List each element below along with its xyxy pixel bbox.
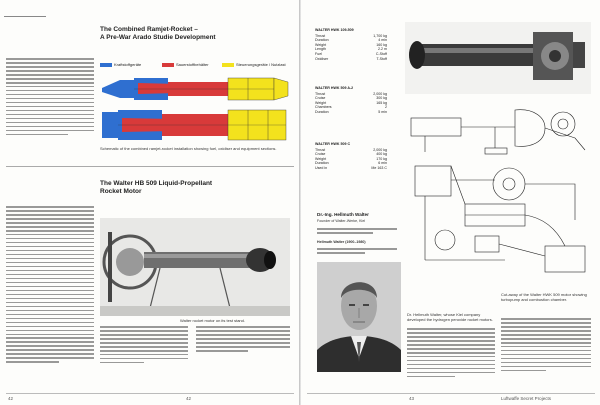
- folio-right-page: 43: [409, 396, 415, 401]
- left-page: [0, 0, 299, 405]
- article2-title: The Walter HB 509 Liquid-Propellant Rocket Motor: [100, 180, 213, 195]
- legend-item-1: Kraftstoffgeräte: [100, 62, 141, 67]
- footer-rule-left: [6, 393, 294, 394]
- footer-rule-right: [307, 393, 595, 394]
- right-text-col2: [501, 318, 591, 374]
- legend-blue-swatch: [100, 63, 112, 67]
- legend-red-swatch: [162, 63, 174, 67]
- upper-rocket: [102, 78, 288, 100]
- diagram-caption-right: Cut-away of the Walter HWK 509 motor showing turbopump and combustion chamber.: [501, 292, 587, 302]
- bio-text-2: [317, 248, 397, 256]
- diagram-caption: Schematic of the combined ramjet-rocket installation showing fuel, oxidiser and equipment sections.: [100, 146, 277, 151]
- bio-title: Dr.-Ing. Hellmuth Walter: [317, 212, 369, 217]
- walter-portrait: [317, 262, 401, 372]
- portrait-caption: Dr. Hellmuth Walter, whose Kiel company developed the hydrogen peroxide rocket motors.: [407, 312, 493, 322]
- technical-drawing-top: [405, 98, 591, 158]
- article2-text-col1: [6, 206, 94, 365]
- technical-drawing-main: [405, 160, 591, 284]
- ramjet-rocket-diagram: [98, 70, 294, 144]
- engine-photo: [405, 22, 591, 94]
- spec-table-3: WALTER HWK 509 C Thrust 2,000 kg Cruise 400 kg Weight 170 kg Duration 6 min Used in Me 163 C: [315, 142, 387, 170]
- lower-rocket: [102, 110, 286, 140]
- bio-text: [317, 228, 397, 236]
- photo-caption: Walter rocket motor on its test stand.: [180, 318, 245, 323]
- bio-name: Hellmuth Walter (1900–1980): [317, 240, 366, 244]
- spec-table-1: WALTER HWK 109-509 Thrust 1,700 kg Duration 4 min Weight 160 kg Length 2.2 m Fuel C-Stoff Oxidiser T-Stoff: [315, 28, 387, 61]
- article1-text: [6, 58, 94, 138]
- spec-table-2: WALTER HWK 509 A-2 Thrust 2,000 kg Cruise 300 kg Weight 165 kg Chambers 2 Duration 5 min: [315, 86, 387, 114]
- bio-subtitle: Founder of Walter-Werke, Kiel: [317, 219, 366, 223]
- walter-motor-photo: [100, 218, 290, 316]
- article1-title: The Combined Ramjet-Rocket – A Pre-War Arado Studie Development: [100, 26, 216, 41]
- legend-yellow-swatch: [222, 63, 234, 67]
- article2-text-col2: [100, 326, 188, 366]
- right-page: [301, 0, 600, 405]
- legend-item-2: Sauerstoffbehälter: [162, 62, 209, 67]
- folio-center: 42: [186, 396, 192, 401]
- folio-left: 42: [8, 396, 14, 401]
- folio-book-title: Luftwaffe Secret Projects: [501, 396, 551, 401]
- section-divider: [6, 166, 294, 167]
- legend-item-3: Steuerungsgeräte / Nutzlast: [222, 62, 286, 67]
- header-rule: [4, 16, 46, 17]
- right-text-col1: [407, 328, 495, 380]
- article2-text-col3: [196, 326, 290, 354]
